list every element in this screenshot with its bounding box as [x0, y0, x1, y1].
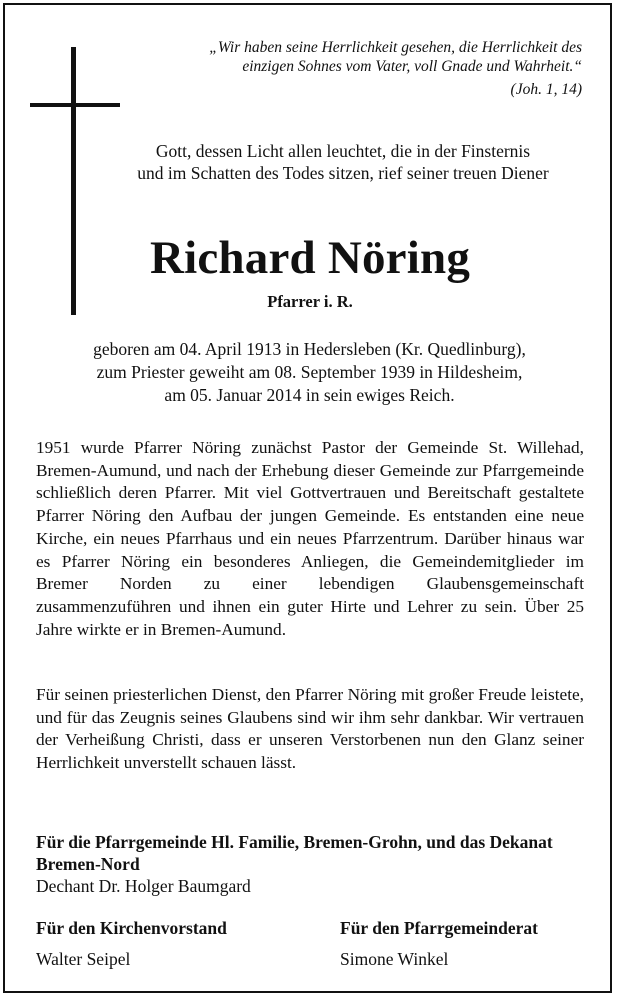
cross-icon: [71, 47, 76, 315]
death-line: am 05. Januar 2014 in sein ewiges Reich.: [164, 385, 455, 405]
biography-paragraph: 1951 wurde Pfarrer Nöring zunächst Pastor der Gemeinde St. Willehad, Bremen-Aumund, und nach der Erhebung dieser Gemeinde zur Pfarrgemeinde schließlich deren Pfarrer. Mit viel Gottvertrauen und Bereitschaft gestaltete Pfarrer Nöring den Aufbau der jungen Gemeinde. Es entstanden eine neue Kirche, ein neues Pfarrhaus und ein neues Pfarrzentrum. Darüber hinaus war es Pfarrer Nöring ein besonderes Anliegen, die Gemeindemitglieder im Bremer Norden zu einer lebendigen Glaubensgemeinschaft zusammenzuführen und ihnen ein guter Hirte und Lehrer zu sein. Über 25 Jahre wirkte er in Bremen-Aumund.: [36, 438, 584, 639]
signature-council-name: Simone Winkel: [340, 949, 449, 969]
gratitude-paragraph: Für seinen priesterlichen Dienst, den Pfarrer Nöring mit großer Freude leistete, und für das Zeugnis seines Glaubens sind wir ihm sehr dankbar. Wir vertrauen der Verheißung Christi, dass er unseren Verstorbenen nun den Glanz seiner Herrlichkeit unverstellt schauen lässt.: [36, 685, 584, 773]
signature-council: [340, 917, 538, 970]
intro-text: [108, 140, 578, 184]
deceased-title: Pfarrer i. R.: [267, 292, 353, 311]
signature-board-heading: Für den Kirchenvorstand: [36, 918, 227, 938]
cross-icon-bar: [30, 103, 120, 107]
life-dates: [20, 338, 599, 407]
signature-board: [36, 917, 227, 970]
intro-line-1: Gott, dessen Licht allen leuchtet, die in der Finsternis: [155, 141, 531, 161]
signature-parish-heading: Für die Pfarrgemeinde Hl. Familie, Bremen-Grohn, und das Dekanat Bremen-Nord: [36, 832, 553, 874]
bible-quote: [150, 38, 582, 99]
signature-parish-name: Dechant Dr. Holger Baumgard: [36, 876, 251, 896]
quote-reference: (Joh. 1, 14): [510, 81, 582, 98]
signature-council-heading: Für den Pfarrgemeinderat: [340, 918, 538, 938]
birth-line: geboren am 04. April 1913 in Hedersleben (Kr. Quedlinburg),: [93, 339, 526, 359]
signature-parish: [36, 831, 596, 897]
intro-line-2: und im Schatten des Todes sitzen, rief seiner treuen Diener: [137, 163, 549, 183]
quote-line-1: „Wir haben seine Herrlichkeit gesehen, die Herrlichkeit des: [209, 39, 582, 56]
deceased-name: Richard Nöring: [149, 232, 471, 284]
ordination-line: zum Priester geweiht am 08. September 1939 in Hildesheim,: [96, 362, 523, 382]
signature-board-name: Walter Seipel: [36, 949, 131, 969]
quote-line-2: einzigen Sohnes vom Vater, voll Gnade und Wahrheit.“: [242, 58, 582, 75]
